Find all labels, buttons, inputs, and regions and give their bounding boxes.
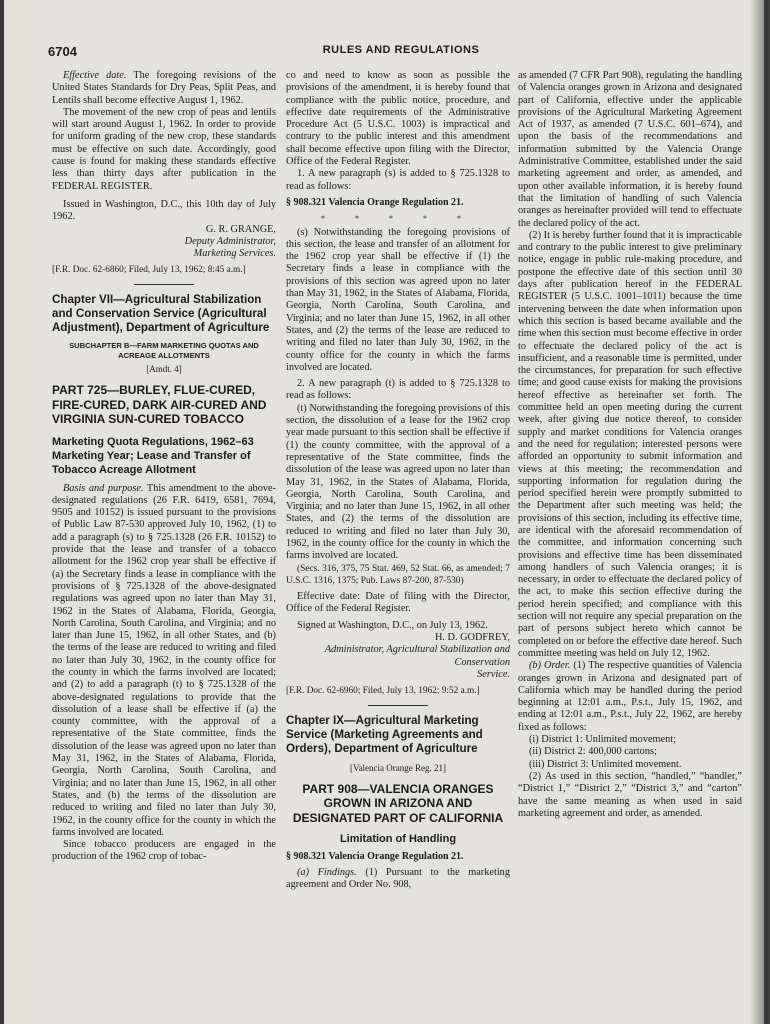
subject-heading: Marketing Quota Regulations, 1962–63 Marketing Year; Lease and Transfer of Tobacco Acreage Allotment bbox=[52, 435, 254, 476]
paragraph bbox=[52, 70, 276, 107]
paragraph: 2. A new paragraph (t) is added to § 725.1328 to read as follows: bbox=[286, 378, 510, 402]
authority-citation: (Secs. 316, 375, 75 Stat. 469, 52 Stat. 66, as amended; 7 U.S.C. 1316, 1375; Pub. Laws 87-200, 87-530) bbox=[286, 563, 510, 586]
part-heading: PART 725—BURLEY, FLUE-CURED, FIRE-CURED, DARK AIR-CURED AND VIRGINIA SUN-CURED TOBACCO bbox=[52, 383, 267, 427]
paragraph: Since tobacco producers are engaged in the production of the 1962 crop of tobac- bbox=[52, 839, 276, 863]
paragraph bbox=[286, 867, 510, 892]
paragraph: co and need to know as soon as possible the provisions of the amendment, it is hereby found that compliance with the public notice, procedure, and effective date requirements of the Administrative Procedure Act (5 U.S.C. 1003) is impractical and contrary to the public interest and this amendment shall become effective upon filing with the Director, Office of the Federal Register. bbox=[286, 70, 510, 168]
fr-doc-note: [F.R. Doc. 62-6860; Filed, July 13, 1962; 8:45 a.m.] bbox=[52, 265, 246, 276]
subchapter-heading: SUBCHAPTER B—FARM MARKETING QUOTAS AND ACREAGE ALLOTMENTS bbox=[69, 340, 259, 360]
section-title: § 908.321 Valencia Orange Regulation 21. bbox=[286, 850, 464, 862]
paragraph-label: (b) Order. bbox=[529, 660, 571, 672]
paragraph-text: (1) Pursuant to the marketing agreement and Order No. 908, bbox=[286, 866, 510, 891]
section-heading: Limitation of Handling bbox=[339, 833, 457, 846]
divider bbox=[134, 284, 194, 285]
running-head: RULES AND REGULATIONS bbox=[322, 44, 480, 56]
paragraph-text: (1) The respective quantities of Valencia oranges grown in Arizona and designated part of California which may be handled during the period beginning at 12:01 a.m., P.s.t., July 15, 1962, and ending at 12:01 a.m., P.s.t., July 22, 1962, are hereby fixed as follows: bbox=[518, 660, 742, 733]
signer-name: G. R. GRANGE, bbox=[205, 223, 276, 235]
paragraph: Effective date: Date of filing with the Director, Office of the Federal Register. bbox=[286, 591, 510, 615]
paragraph bbox=[518, 660, 742, 734]
signer-title: Deputy Administrator, bbox=[184, 235, 276, 247]
paragraph: as amended (7 CFR Part 908), regulating the handling of Valencia oranges grown in Arizona and designated part of California, effective under the applicable provisions of the Agricultural Marketing Agreement Act of 1937, as amended (7 U.S.C. 601–674), and upon the basis of the recommendations and information submitted by the Valencia Orange Administrative Committee, established under the said marketing agreement and order, as amended, and upon other available information, it is hereby found that the limitation of handling of such Valencia oranges as hereinafter provided will tend to effectuate the declared policy of the act. bbox=[518, 70, 742, 229]
chapter-heading: Chapter IX—Agricultural Marketing Service (Marketing Agreements and Orders), Department of Agriculture bbox=[286, 713, 483, 755]
paragraph: (t) Notwithstanding the foregoing provisions of this section, the dissolution of a lease for the 1962 crop year made pursuant to this section shall be effective if (1) the county committee, with the approval of a representative of the State committee, finds the dissolution of the lease was agreed upon no later than May 31, 1962, in the States of Alabama, Florida, Georgia, North Carolina, South Carolina, and Virginia; and no later than June 15, 1962, in all other States, and (2) the terms of the dissolution are reduced to writing and filed no later than July 30, 1962, in the county office for the county in which the farms involved are located. bbox=[286, 402, 510, 562]
list-item: (i) District 1: Unlimited movement; bbox=[529, 734, 676, 746]
signer-name: H. D. GODFREY, bbox=[434, 632, 510, 644]
page-edge-shadow bbox=[750, 0, 764, 1024]
signer-title: Service. bbox=[477, 668, 510, 680]
ellipsis-stars: * * * * * bbox=[321, 214, 475, 224]
page-header bbox=[48, 44, 754, 60]
section-title: § 908.321 Valencia Orange Regulation 21. bbox=[286, 196, 464, 208]
paragraph: 1. A new paragraph (s) is added to § 725.1328 to read as follows: bbox=[286, 168, 510, 192]
signer-title: Administrator, Agricultural Stabilization and Conservation bbox=[324, 644, 510, 668]
paragraph-label: (a) Findings. bbox=[297, 866, 357, 878]
paragraph-text: This amendment to the above-designated regulations (26 F.R. 6419, 6581, 7694, 9505 and 10152) is issued pursuant to the provisions of Public Law 87-530 approved July 10, 1962, (1) to add a paragraph (s) to § 725.1328 (26 F.R. 10152) to provide that the lease and transfer of a tobacco allotment for the 1962 crop year shall be effective if (a) the Secretary finds a lease in compliance with the provisions of § 725.1328 of the above-designated regulations was agreed upon no later than May 31, 1962 in the States of Alabama, Florida, Georgia, North Carolina, South Carolina, and Virginia; and no later than June 15, 1962, in all other States, and (b) the terms of the lease are reduced to writing and filed no later than July 30, 1962, in the county office for the county in which the farms involved are located; and (2) to add a paragraph (t) to § 725.1328 of the above-designated regulations to provide that the dissolution of a lease shall be effective if (a) the county committee, with the approval of a representative of the State committee, finds the dissolution of the lease was agreed upon no later than May 31, 1962, in the States of Alabama, Florida, Georgia, North Carolina, South Carolina, and Virginia; and no later than June 15, 1962, in all other States, and (b) the terms of the dissolution are reduced to writing and filed no later than July 30, 1962, in the county office for the county in which the farms involved are located. bbox=[52, 482, 276, 838]
signer-title: Marketing Services. bbox=[193, 248, 276, 260]
signature-block bbox=[286, 632, 510, 681]
regulation-label: [Valencia Orange Reg. 21] bbox=[350, 762, 446, 773]
paragraph: (2) It is hereby further found that it is impracticable and contrary to the public interest to give preliminary notice, engage in public rule-making procedure, and postpone the effective date of this section until 30 days after publication hereof in the FEDERAL REGISTER (5 U.S.C. 1001–1011) because the time intervening between the date when information upon which this section is based became available and the time when this section must become effective in order to effectuate the declared policy of the act is insufficient, and a reasonable time is permitted, under the circumstances, for preparation for such effective time; and good cause exists for making the provisions hereof effective as hereinafter set forth. The committee held an open meeting during the current week, after giving due notice thereof, to consider supply and market conditions for Valencia oranges and the need for regulation; interested persons were afforded an opportunity to submit information and views at this meeting; the recommendation and supporting information for regulation during the period specified herein were promptly submitted to the Department after such meeting was held; the provisions of this section, including its effective time, are identical with the aforesaid recommendation of the committee, and information concerning such provisions and effective time has been disseminated among handlers of such Valencia oranges; it is necessary, in order to effectuate the declared policy of the act, to make this section effective during the period herein specified; and compliance with this section will not require any special preparation on the part of persons subject hereto which cannot be completed on or before the effective date hereof. Such committee meeting was held on July 12, 1962. bbox=[518, 229, 742, 659]
paragraph-label: Effective date. bbox=[63, 70, 127, 81]
list-item: (ii) District 2: 400,000 cartons; bbox=[529, 746, 657, 758]
paragraph: (s) Notwithstanding the foregoing provisions of this section, the lease and transfer of an allotment for the 1962 crop year shall be effective if (1) the Secretary finds a lease in compliance with the provisions of this section was agreed upon no later than May 31, 1962, in the States of Alabama, Florida, Georgia, North Carolina, South Carolina, and Virginia; and no later than June 15, 1962, in all other States, and (2) the terms of the lease are reduced to writing and filed no later than July 30, 1962, in the county office for the county in which the farms involved are located. bbox=[286, 226, 510, 373]
document-page bbox=[4, 0, 764, 1024]
column-3 bbox=[518, 70, 742, 820]
fr-doc-note: [F.R. Doc. 62-6960; Filed, July 13, 1962; 9:52 a.m.] bbox=[286, 686, 480, 697]
signature-block bbox=[52, 224, 276, 261]
column-2 bbox=[286, 70, 510, 892]
paragraph bbox=[52, 483, 276, 840]
paragraph: (2) As used in this section, “handled,” “handler,” “District 1,” “District 2,” “District 3,” and “carton” have the same meaning as when used in said marketing agreement and order, as amended. bbox=[518, 770, 742, 819]
paragraph: The movement of the new crop of peas and lentils will start around August 1, 1962. In order to provide for uniform grading of the new crop, these standards must be effective on such date. Accordingly, good cause is found for making these standards effective less than thirty days after publication in the FEDERAL REGISTER. bbox=[52, 106, 276, 192]
paragraph: Issued in Washington, D.C., this 10th day of July 1962. bbox=[52, 198, 276, 223]
list-item: (iii) District 3: Unlimited movement. bbox=[529, 758, 682, 770]
chapter-heading: Chapter VII—Agricultural Stabilization and Conservation Service (Agricultural Adjustment), Department of Agriculture bbox=[52, 292, 270, 334]
page-number: 6704 bbox=[48, 44, 77, 59]
district-list bbox=[518, 734, 742, 771]
part-heading: PART 908—VALENCIA ORANGES GROWN IN ARIZONA AND DESIGNATED PART OF CALIFORNIA bbox=[292, 781, 504, 825]
paragraph-label: Basis and purpose. bbox=[63, 482, 144, 494]
amendment-label: [Amdt. 4] bbox=[146, 363, 182, 374]
paragraph-text: The foregoing revisions of the United States Standards for Dry Peas, Split Peas, and Lentils shall become effective August 1, 1962. bbox=[52, 70, 277, 106]
paragraph: Signed at Washington, D.C., on July 13, 1962. bbox=[297, 619, 488, 631]
column-1 bbox=[52, 70, 276, 864]
divider bbox=[368, 705, 428, 706]
